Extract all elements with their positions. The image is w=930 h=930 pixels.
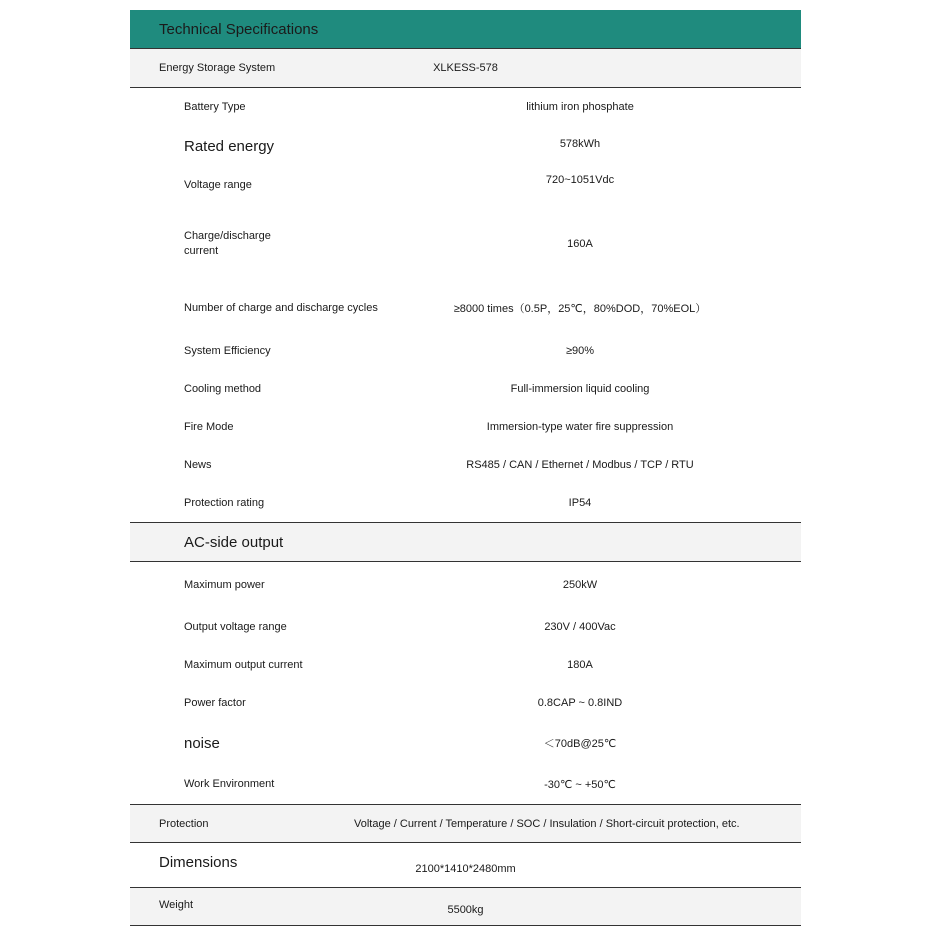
spec-row — [130, 284, 801, 332]
spec-label: Cooling method — [184, 382, 262, 395]
spec-row — [130, 446, 801, 484]
spec-row — [130, 484, 801, 523]
spec-label: Fire Mode — [184, 420, 234, 433]
spec-row — [130, 126, 801, 166]
weight-value: 5500kg — [447, 904, 484, 916]
spec-value: RS485 / CAN / Ethernet / Modbus / TCP / RTU — [466, 459, 694, 471]
weight-row — [130, 888, 801, 926]
spec-label: Rated energy — [184, 137, 275, 155]
spec-value: lithium iron phosphate — [526, 101, 634, 113]
spec-value: Immersion-type water fire suppression — [486, 421, 674, 433]
system-value: XLKESS-578 — [433, 62, 498, 74]
spec-sheet — [130, 10, 801, 926]
dimensions-label: Dimensions — [159, 853, 238, 871]
spec-label: News — [184, 458, 212, 471]
protection-label: Protection — [159, 817, 209, 830]
spec-row — [130, 370, 801, 408]
battery-rows — [130, 88, 801, 523]
protection-row — [130, 805, 801, 843]
spec-label: Charge/discharge current — [184, 230, 271, 257]
spec-value: ＜70dB@25℃ — [543, 738, 617, 750]
ac-section-header — [130, 523, 801, 562]
spec-row — [130, 166, 801, 204]
spec-label: Output voltage range — [184, 620, 287, 633]
spec-row — [130, 88, 801, 126]
spec-label: Number of charge and discharge cycles — [184, 301, 378, 314]
spec-value: 578kWh — [559, 138, 601, 150]
ac-section-title: AC-side output — [184, 533, 284, 551]
spec-label: noise — [184, 734, 220, 752]
spec-value: IP54 — [568, 497, 592, 509]
spec-row — [130, 204, 801, 284]
spec-value: 720~1051Vdc — [545, 174, 615, 186]
spec-title: Technical Specifications — [130, 10, 801, 49]
spec-row — [130, 562, 801, 608]
spec-value: ≥8000 times（0.5P，25℃，80%DOD，70%EOL） — [453, 303, 707, 315]
spec-value: Full-immersion liquid cooling — [510, 383, 650, 395]
system-label: Energy Storage System — [159, 62, 276, 74]
dimensions-value: 2100*1410*2480mm — [415, 863, 516, 875]
dimensions-row — [130, 843, 801, 888]
spec-label: Voltage range — [184, 178, 252, 191]
ac-rows — [130, 562, 801, 805]
spec-row — [130, 722, 801, 764]
spec-label: Protection rating — [184, 496, 265, 509]
spec-label: Maximum output current — [184, 658, 303, 671]
spec-label: System Efficiency — [184, 344, 271, 357]
weight-label: Weight — [159, 898, 194, 911]
spec-value: -30℃ ~ +50℃ — [544, 778, 616, 791]
spec-row — [130, 684, 801, 722]
spec-value: ≥90% — [565, 345, 595, 357]
spec-label: Power factor — [184, 696, 246, 709]
spec-row — [130, 332, 801, 370]
spec-value: 180A — [567, 659, 593, 671]
spec-row — [130, 764, 801, 805]
spec-label: Maximum power — [184, 578, 265, 591]
spec-value: 250kW — [562, 579, 598, 591]
spec-value: 230V / 400Vac — [544, 621, 616, 633]
spec-row — [130, 408, 801, 446]
spec-label: Work Environment — [184, 777, 275, 790]
system-row — [130, 49, 801, 88]
spec-row — [130, 646, 801, 684]
spec-label: Battery Type — [184, 100, 246, 113]
protection-value: Voltage / Current / Temperature / SOC / Insulation / Short-circuit protection, etc. — [354, 817, 740, 830]
spec-row — [130, 608, 801, 646]
spec-value: 160A — [567, 238, 593, 250]
spec-value: 0.8CAP ~ 0.8IND — [537, 697, 623, 709]
